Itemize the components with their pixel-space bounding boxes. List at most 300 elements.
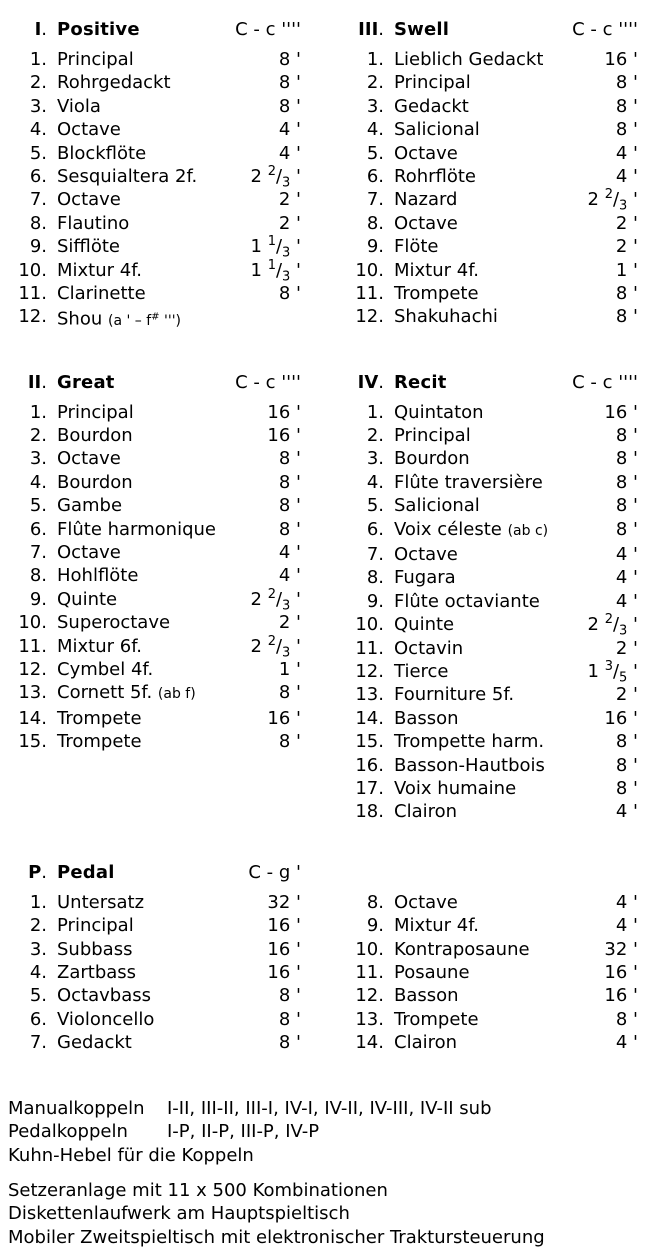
stop-pitch: 8 ' — [278, 448, 301, 470]
stop-number: 1. — [29, 49, 47, 70]
stop-number: 2. — [29, 72, 47, 94]
manual-couplers-value: I-II, III-II, III-I, IV-I, IV-II, IV-III, IV-II sub — [167, 1097, 492, 1119]
stop-row — [8, 305, 301, 333]
footer — [8, 1097, 638, 1249]
stop-row — [345, 305, 638, 328]
stop-row — [8, 48, 301, 71]
fraction-denominator: 3 — [282, 245, 291, 261]
stop-number: 10. — [18, 259, 47, 281]
stop-row — [345, 165, 638, 188]
divisions-grid — [8, 18, 638, 1055]
stop-row — [345, 754, 638, 777]
stop-number: 8. — [366, 567, 384, 589]
stop-name: Hohlflöte — [57, 565, 139, 587]
stop-pitch: 8 ' — [615, 72, 638, 94]
stop-number: 3. — [366, 448, 384, 470]
stop-number: 9. — [366, 915, 384, 937]
stop-pitch: 8 ' — [615, 1008, 638, 1030]
stop-row — [345, 48, 638, 71]
stop-name: Mixtur 4f. — [57, 259, 142, 281]
stop-name: Untersatz — [57, 891, 145, 913]
stop-row — [8, 658, 301, 681]
fraction-numerator: 2 — [267, 164, 276, 180]
stop-number: 4. — [366, 119, 384, 141]
stop-row — [8, 71, 301, 94]
stop-number: 10. — [355, 259, 384, 281]
stop-pitch: 2 ' — [615, 637, 638, 659]
division-header — [8, 18, 301, 42]
stop-number: 7. — [366, 189, 384, 211]
stop-row — [345, 424, 638, 447]
stop-number: 4. — [366, 471, 384, 493]
stop-pitch: 1 ' — [278, 659, 301, 680]
stop-row — [345, 566, 638, 589]
stop-number: 2. — [366, 72, 384, 94]
division-name: Recit — [394, 371, 447, 393]
stop-pitch: 8 ' — [615, 495, 638, 517]
stop-row — [345, 471, 638, 494]
stop-pitch: 8 ' — [278, 95, 301, 117]
stop-row — [8, 471, 301, 494]
fraction-numerator: 1 — [267, 234, 276, 250]
stop-pitch: 2 $^2/_3$ ' — [250, 633, 301, 661]
stop-row — [345, 401, 638, 424]
stop-name: Lieblich Gedackt — [394, 49, 544, 70]
stop-name: Fugara — [394, 567, 456, 589]
stop-name: Trompette harm. — [394, 731, 545, 753]
stop-name: Basson-Hautbois — [394, 754, 545, 776]
stop-row — [8, 95, 301, 118]
stop-number: 5. — [29, 495, 47, 517]
stop-number: 4. — [29, 471, 47, 493]
stop-number: 5. — [366, 495, 384, 517]
stop-pitch: 8 ' — [278, 731, 301, 753]
stop-pitch: 8 ' — [615, 119, 638, 141]
stop-number: 11. — [355, 962, 384, 984]
stop-number: 13. — [355, 1008, 384, 1030]
stop-pitch: 4 ' — [615, 891, 638, 913]
stop-name: Octavbass — [57, 985, 152, 1007]
stop-row — [8, 1031, 301, 1054]
stop-pitch: 1 ' — [615, 259, 638, 281]
stop-row — [345, 914, 638, 937]
stop-name: Octave — [394, 142, 458, 164]
stop-row — [8, 681, 301, 706]
stop-number: 5. — [366, 142, 384, 164]
stop-name: Gedackt — [57, 1032, 132, 1054]
stop-pitch: 8 ' — [615, 471, 638, 493]
stop-name: Gedackt — [394, 95, 469, 117]
stop-name: Bourdon — [57, 471, 133, 493]
stop-name: Violoncello — [57, 1008, 155, 1030]
stop-number: 15. — [18, 731, 47, 753]
stop-row — [345, 1031, 638, 1054]
stop-number: 2. — [366, 424, 384, 446]
stop-pitch: 4 ' — [615, 1032, 638, 1054]
stop-pitch: 4 ' — [615, 590, 638, 612]
stop-name: Octavin — [394, 637, 464, 659]
stop-pitch: 16 ' — [604, 49, 638, 70]
division-name: Swell — [394, 19, 450, 40]
stop-row — [8, 447, 301, 470]
stop-number: 14. — [18, 707, 47, 729]
stop-row — [345, 777, 638, 800]
fraction-numerator: 2 — [267, 586, 276, 602]
stop-number: 12. — [18, 659, 47, 680]
stop-number: 15. — [355, 731, 384, 753]
stop-number: 8. — [29, 565, 47, 587]
stop-pitch: 4 ' — [278, 565, 301, 587]
stop-pitch: 2 $^2/_3$ ' — [587, 187, 638, 215]
stop-row — [345, 142, 638, 165]
stop-name: Principal — [394, 424, 471, 446]
stop-pitch: 8 ' — [615, 778, 638, 800]
fraction-numerator: 2 — [604, 612, 613, 628]
stop-name: Principal — [57, 49, 134, 70]
stop-pitch: 2 $^2/_3$ ' — [250, 586, 301, 614]
stop-pitch: 1 $^1/_3$ ' — [250, 234, 301, 261]
fraction-denominator: 3 — [619, 623, 628, 639]
stop-name: Posaune — [394, 962, 470, 984]
stop-name: Quintaton — [394, 401, 484, 423]
division-compass: C - g ' — [248, 861, 301, 883]
stop-row — [8, 914, 301, 937]
stop-name: Nazard — [394, 189, 458, 211]
disk-drive-note: Diskettenlaufwerk am Hauptspieltisch — [8, 1203, 350, 1225]
stop-number: 3. — [366, 95, 384, 117]
stop-number: 12. — [355, 661, 384, 682]
division-name: Pedal — [57, 861, 115, 883]
stop-pitch: 8 ' — [278, 1032, 301, 1054]
stop-number: 11. — [18, 283, 47, 305]
stop-pitch: 8 ' — [615, 424, 638, 446]
division-positive — [8, 18, 301, 334]
manual-couplers-label: Manualkoppeln — [8, 1097, 145, 1119]
stop-pitch: 2 $^2/_3$ ' — [250, 164, 301, 191]
fraction-denominator: 3 — [282, 175, 291, 191]
stop-pitch: 16 ' — [267, 915, 301, 937]
division-compass: C - c '''' — [235, 371, 301, 393]
stop-name: Octave — [57, 448, 121, 470]
stop-name: Zartbass — [57, 962, 137, 984]
stop-number: 9. — [29, 236, 47, 258]
stop-row — [8, 234, 301, 261]
stop-row — [345, 518, 638, 543]
stop-row — [345, 282, 638, 305]
stop-row — [345, 71, 638, 94]
stop-row — [345, 800, 638, 823]
stop-name: Clairon — [394, 801, 458, 823]
stop-pitch: 8 ' — [278, 283, 301, 305]
stop-number: 12. — [355, 985, 384, 1007]
stop-name: Mixtur 6f. — [57, 635, 142, 657]
stop-name: Principal — [57, 915, 134, 937]
stop-row — [345, 938, 638, 961]
division-numeral: III. — [358, 19, 384, 40]
stop-row — [8, 1008, 301, 1031]
pedal-couplers-line — [8, 1120, 638, 1143]
fraction-numerator: 3 — [604, 659, 613, 674]
stop-row — [8, 633, 301, 661]
stop-row — [345, 659, 638, 686]
stop-pitch: 4 ' — [278, 541, 301, 563]
pedal-right-column — [345, 861, 638, 1055]
stop-range-note: (a ' – f# ''') — [108, 311, 182, 330]
stop-name: Trompete — [57, 731, 142, 753]
stop-row — [8, 401, 301, 424]
stop-number: 6. — [29, 166, 47, 188]
stop-pitch: 16 ' — [604, 401, 638, 423]
stop-row — [345, 259, 638, 282]
stop-pitch: 2 ' — [615, 684, 638, 706]
manual-couplers-line — [8, 1097, 638, 1120]
stop-pitch: 8 ' — [615, 754, 638, 776]
division-numeral-text: III — [358, 19, 379, 40]
fraction-numerator: 1 — [267, 257, 276, 273]
stop-name: Principal — [57, 401, 134, 423]
stop-number: 13. — [18, 682, 47, 704]
stop-row — [345, 961, 638, 984]
stop-pitch: 8 ' — [615, 283, 638, 305]
stop-pitch: 8 ' — [615, 518, 638, 540]
stop-number: 7. — [29, 189, 47, 211]
stop-row — [345, 212, 638, 235]
stop-row — [8, 891, 301, 914]
stop-pitch: 8 ' — [615, 448, 638, 470]
stop-number: 4. — [29, 119, 47, 141]
stop-pitch: 2 ' — [278, 612, 301, 634]
stop-name: Principal — [394, 72, 471, 94]
stop-number: 4. — [29, 962, 47, 984]
stop-row — [8, 257, 301, 285]
stop-pitch: 32 ' — [604, 938, 638, 960]
division-compass: C - c '''' — [572, 371, 638, 393]
division-header — [345, 371, 638, 395]
stop-pitch: 4 ' — [615, 915, 638, 937]
stop-number: 9. — [366, 236, 384, 258]
setter-system-note: Setzeranlage mit 11 x 500 Kombinationen — [8, 1179, 388, 1201]
stop-number: 9. — [366, 590, 384, 612]
stop-number: 8. — [366, 212, 384, 234]
stop-name: Voix humaine — [394, 778, 517, 800]
stop-row — [345, 683, 638, 706]
stop-number: 16. — [355, 754, 384, 776]
stop-row — [8, 984, 301, 1007]
division-numeral: P. — [28, 861, 47, 883]
stop-pitch: 4 ' — [278, 142, 301, 164]
stop-number: 1. — [29, 891, 47, 913]
stop-row — [345, 984, 638, 1007]
stop-row — [8, 541, 301, 564]
stop-pitch: 8 ' — [615, 731, 638, 753]
stop-name: Trompete — [394, 1008, 479, 1030]
stop-number: 8. — [29, 212, 47, 234]
stop-name: Flûte traversière — [394, 471, 543, 493]
stop-name: Tierce — [394, 661, 449, 682]
stop-number: 6. — [366, 518, 384, 540]
stop-number: 10. — [355, 938, 384, 960]
stop-row — [8, 142, 301, 165]
stop-row — [8, 564, 301, 587]
stop-name: Gambe — [57, 495, 123, 517]
stop-number: 18. — [355, 801, 384, 823]
stop-pitch: 8 ' — [278, 495, 301, 517]
stop-number: 14. — [355, 707, 384, 729]
stop-number: 13. — [355, 684, 384, 706]
stop-name: Cymbel 4f. — [57, 659, 154, 680]
stop-name: Octave — [394, 212, 458, 234]
stop-number: 1. — [29, 401, 47, 423]
stop-row — [345, 590, 638, 613]
stop-number: 3. — [29, 938, 47, 960]
stop-name: Blockflöte — [57, 142, 147, 164]
stop-number: 6. — [29, 518, 47, 540]
kuhn-lever-note: Kuhn-Hebel für die Koppeln — [8, 1144, 254, 1166]
stop-row — [8, 282, 301, 305]
division-numeral-text: I — [34, 19, 42, 40]
stop-pitch: 4 ' — [278, 119, 301, 141]
stop-row — [345, 187, 638, 215]
stop-name: Rohrgedackt — [57, 72, 171, 94]
stop-row — [8, 611, 301, 634]
stop-row — [8, 730, 301, 753]
stop-name: Shou (a ' – f# ''') — [57, 309, 182, 331]
stop-number: 8. — [366, 891, 384, 913]
stop-number: 11. — [18, 635, 47, 657]
division-numeral: IV. — [357, 371, 384, 393]
stop-row — [345, 637, 638, 660]
stop-name: Clairon — [394, 1032, 458, 1054]
stop-row — [8, 188, 301, 211]
stop-pitch: 8 ' — [278, 471, 301, 493]
stop-range-note: (ab f) — [157, 686, 196, 703]
stop-name: Flautino — [57, 212, 130, 234]
stop-number: 12. — [18, 306, 47, 328]
stop-pitch: 16 ' — [267, 938, 301, 960]
division-compass: C - c '''' — [235, 19, 301, 40]
stop-number: 7. — [29, 541, 47, 563]
stop-name: Kontraposaune — [394, 938, 530, 960]
division-great — [8, 371, 301, 754]
stop-name: Sifflöte — [57, 236, 120, 258]
fraction-denominator: 3 — [282, 598, 291, 614]
stop-pitch: 4 ' — [615, 543, 638, 565]
stop-pitch: 8 ' — [615, 306, 638, 328]
stop-pitch: 8 ' — [278, 518, 301, 540]
stop-name: Sesquialtera 2f. — [57, 166, 198, 188]
stop-number: 11. — [355, 283, 384, 305]
fraction-numerator: 2 — [267, 633, 276, 649]
stop-pitch: 2 ' — [615, 236, 638, 258]
stop-row — [345, 612, 638, 639]
stop-pitch: 4 ' — [615, 567, 638, 589]
stop-name: Salicional — [394, 495, 480, 517]
stop-name: Flûte octaviante — [394, 590, 540, 612]
stop-number: 10. — [18, 612, 47, 634]
stop-row — [345, 1008, 638, 1031]
stop-number: 9. — [29, 588, 47, 610]
stop-name: Trompete — [57, 707, 142, 729]
stop-name: Bourdon — [57, 424, 133, 446]
stop-row — [345, 543, 638, 566]
fraction-denominator: 3 — [282, 269, 291, 285]
stop-pitch: 16 ' — [604, 962, 638, 984]
console-notes — [8, 1179, 638, 1249]
division-numeral-text: IV — [357, 371, 379, 393]
stop-number: 2. — [29, 915, 47, 937]
stop-pitch: 4 ' — [615, 801, 638, 823]
stop-row — [8, 424, 301, 447]
stop-number: 5. — [29, 142, 47, 164]
stop-pitch: 8 ' — [278, 49, 301, 70]
stop-pitch: 8 ' — [278, 985, 301, 1007]
stop-row — [8, 938, 301, 961]
stop-name: Octave — [57, 119, 121, 141]
stop-row — [345, 235, 638, 258]
stop-pitch: 4 ' — [615, 166, 638, 188]
stop-row — [8, 518, 301, 541]
division-swell — [345, 18, 638, 329]
division-name: Great — [57, 371, 115, 393]
stop-row — [8, 586, 301, 614]
pedal-header-spacer — [345, 861, 638, 891]
stop-pitch: 16 ' — [267, 962, 301, 984]
pedal-couplers-label: Pedalkoppeln — [8, 1121, 128, 1143]
stop-name: Shakuhachi — [394, 306, 498, 328]
stop-pitch: 1 $^1/_3$ ' — [250, 257, 301, 285]
stop-name: Quinte — [394, 614, 455, 636]
stop-row — [345, 707, 638, 730]
stop-name: Basson — [394, 985, 459, 1007]
division-header — [8, 371, 301, 395]
stop-name: Octave — [57, 541, 121, 563]
division-numeral-text: II — [27, 371, 42, 393]
stop-name: Subbass — [57, 938, 133, 960]
stop-name: Basson — [394, 707, 459, 729]
stop-pitch: 2 ' — [278, 189, 301, 211]
division-numeral-text: P — [28, 861, 42, 883]
stop-pitch: 8 ' — [278, 682, 301, 704]
stop-name: Rohrflöte — [394, 166, 477, 188]
stop-name: Quinte — [57, 588, 118, 610]
sharp-sign: # — [151, 311, 160, 323]
stop-row — [345, 95, 638, 118]
stop-row — [345, 730, 638, 753]
stop-pitch: 8 ' — [615, 95, 638, 117]
stop-row — [345, 447, 638, 470]
stop-name: Octave — [394, 891, 458, 913]
stop-row — [8, 212, 301, 235]
division-pedal — [8, 861, 638, 1055]
fraction-denominator: 3 — [282, 645, 291, 661]
stop-name: Fourniture 5f. — [394, 684, 515, 706]
stop-row — [345, 118, 638, 141]
stop-pitch: 1 $^3/_5$ ' — [587, 659, 638, 686]
stop-pitch: 4 ' — [615, 142, 638, 164]
stop-row — [8, 494, 301, 517]
stop-number: 14. — [355, 1032, 384, 1054]
stop-number: 1. — [366, 401, 384, 423]
stop-number: 6. — [29, 1008, 47, 1030]
stop-pitch: 16 ' — [604, 985, 638, 1007]
stop-pitch: 8 ' — [278, 1008, 301, 1030]
stop-row — [345, 494, 638, 517]
stop-pitch: 2 ' — [615, 212, 638, 234]
stop-number: 1. — [366, 49, 384, 70]
stop-name: Superoctave — [57, 612, 171, 634]
stop-pitch: 16 ' — [267, 401, 301, 423]
stop-name: Cornett 5f. (ab f) — [57, 682, 196, 704]
